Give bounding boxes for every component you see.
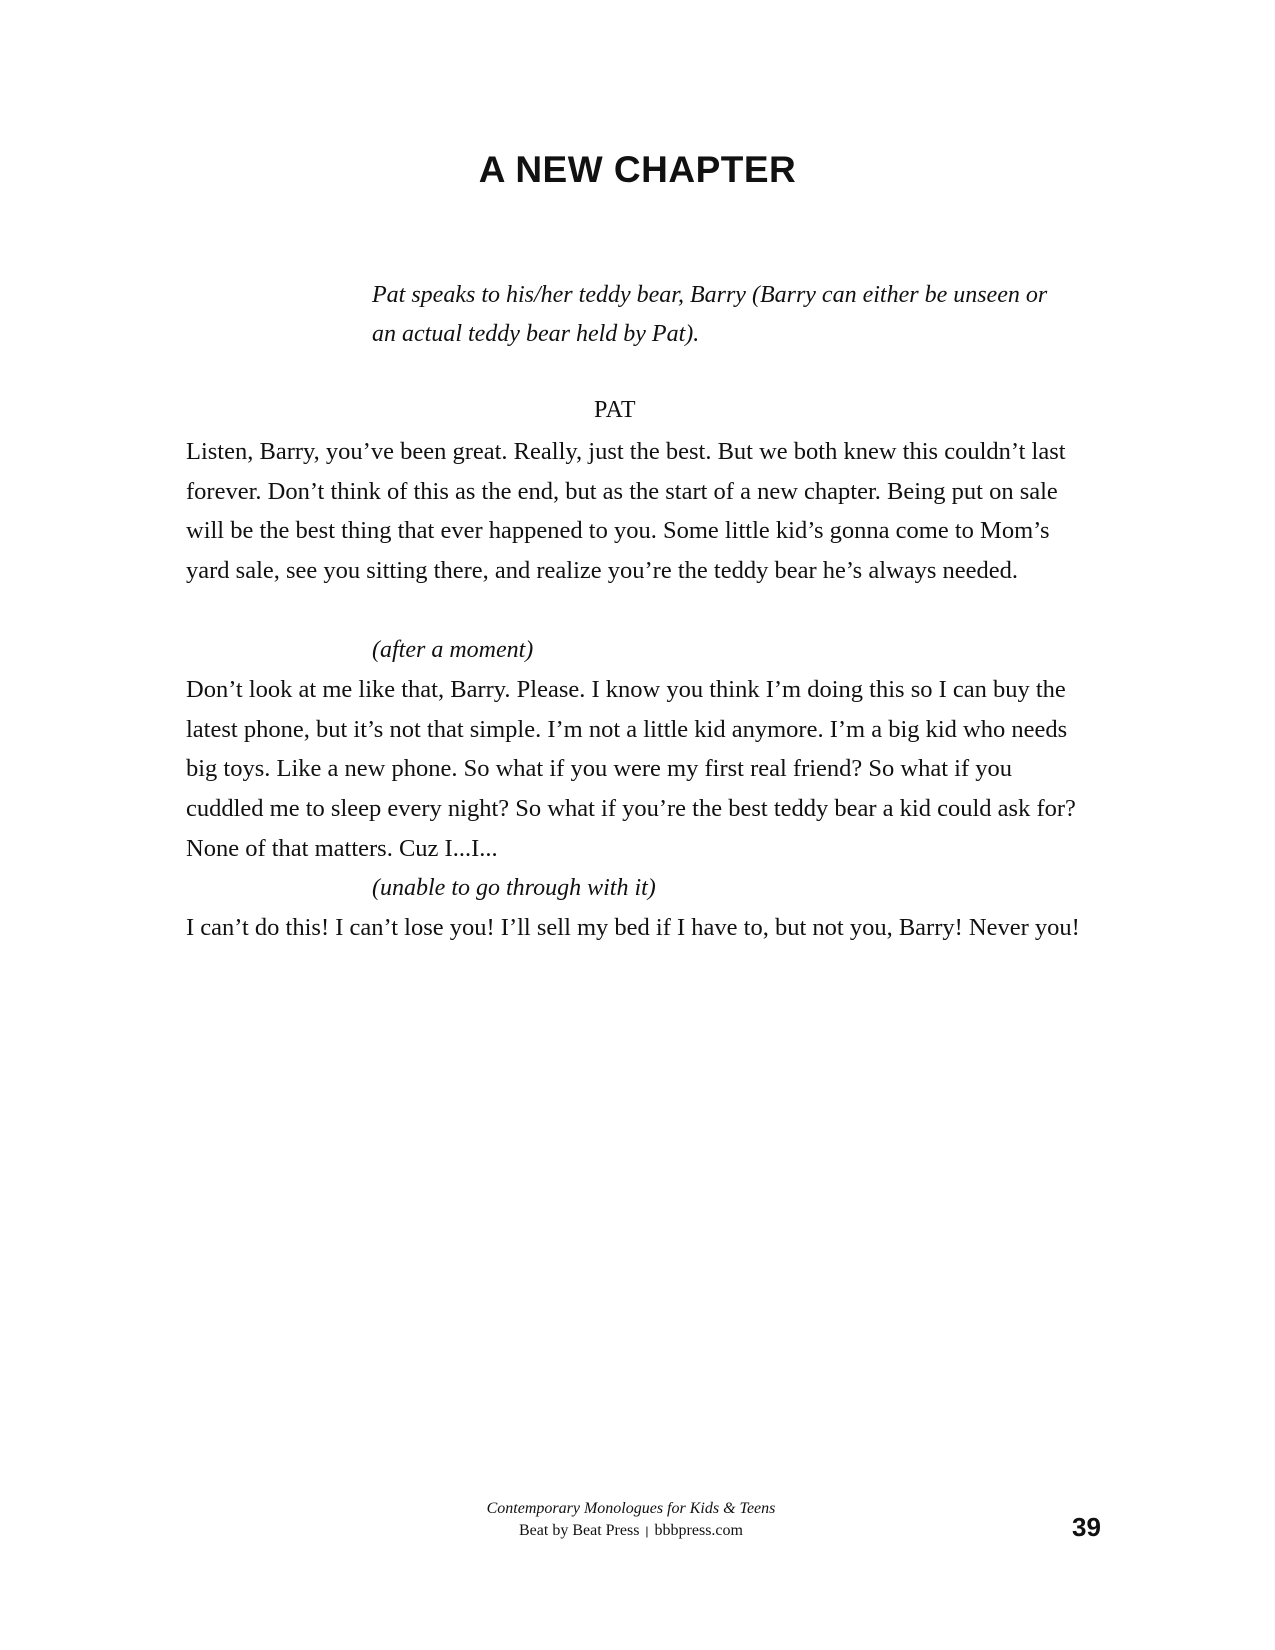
character-name: PAT xyxy=(594,397,636,423)
monologue-paragraph-2: Don’t look at me like that, Barry. Please. I know you think I’m doing this so I can buy the latest phone, but it’s not that simple. I’m not a little kid anymore. I’m a big kid who needs big toys. Like a new phone. So what if you were my first real friend? So what if you cuddled me to sleep every night? So what if you’re the best teddy bear a kid could ask for? None of that matters. Cuz I...I... xyxy=(186,676,1076,862)
page-number: 39 xyxy=(1072,1512,1101,1542)
stage-direction: Pat speaks to his/her teddy bear, Barry (Barry can either be unseen or an actual teddy bear held by Pat). xyxy=(372,282,1048,347)
parenthetical-1: (after a moment) xyxy=(372,637,534,663)
footer-series-title: Contemporary Monologues for Kids & Teens xyxy=(486,1500,776,1517)
monologue-paragraph-1: Listen, Barry, you’ve been great. Really, just the best. But we both knew this couldn’t last forever. Don’t think of this as the end, but as the start of a new chapter. Being put on sale will be the best thing that ever happened to you. Some little kid’s gonna come to Mom’s yard sale, see you sitting there, and realize you’re the teddy bear he’s always needed. xyxy=(186,438,1066,585)
footer-separator: | xyxy=(645,1524,649,1538)
page-title: A NEW CHAPTER xyxy=(478,149,797,190)
footer-website: bbbpress.com xyxy=(654,1522,743,1539)
footer-publisher: Beat by Beat Press xyxy=(519,1522,640,1539)
parenthetical-2: (unable to go through with it) xyxy=(372,875,656,901)
monologue-paragraph-3: I can’t do this! I can’t lose you! I’ll sell my bed if I have to, but not you, Barry! Never you! xyxy=(186,914,1080,941)
